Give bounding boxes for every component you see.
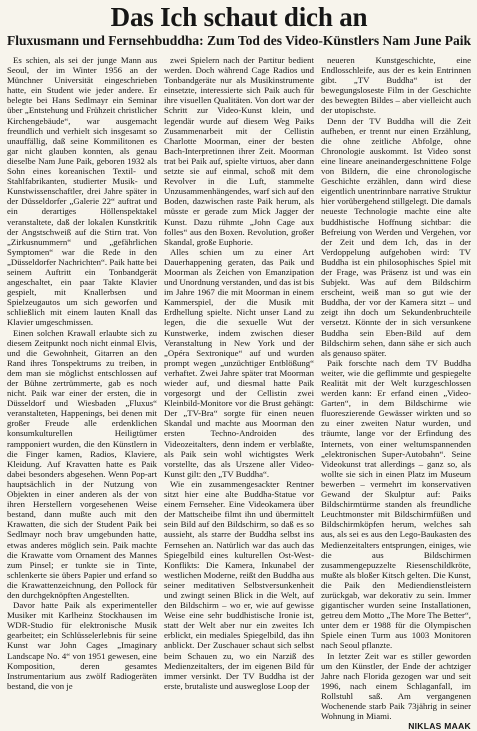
article-paragraph: In letzter Zeit war es stiller geworden um den Künstler, der Ende der achtziger Jahre nach Florida gezogen war und seit 1996, nach einem Schlaganfall, im Rollstuhl saß. Am vergangenen Wochenende starb Paik 73jährig in seiner Wohnung in Miami. [321,650,471,722]
article-column-3 [321,55,471,731]
article-paragraph: Einen solchen Krawall erlaubte sich zu diesem Zeitpunkt noch nicht einmal Elvis, und die Gewohnheit, Gitarren an den Rand ihres Tonspektrums zu treiben, in dem man sie möglichst entschlossen auf der Bühne zertrümmerte, gab es noch nicht. Paik war einer der ersten, die in Düsseldorf und Wiesbaden „Fluxus“ veranstalteten, Happenings, bei denen mit großer Freude alle erdenklichen konsumkulturellen Heiligtümer rampponiert wurden, die den Künstlern in die Finger kamen, Radios, Klaviere, Kleidung. Auf Kravatten hatte es Paik dabei besonders abgesehen. Wenn Pop-art hauptsächlich in der Nutzung von Objekten in einer anderen als der von ihren Herstellern vorgesehenen Weise bestand, dann mußte auch mit den Krawatten, die sich der Student Paik bei Sedlmayr noch brav umgebunden hatte, etwas anderes möglich sein. Paik machte die Krawatte vom Ornament des Mannes zum Pinsel; er tunkte sie in Tinte, schlenkerte sie übers Papier und erfand so die Krawattenzeichnung, den Pollock für den durchgeknöpften Angestellten. [7,327,157,600]
article-paragraph: Davor hatte Paik als experimenteller Musiker mit Karlheinz Stockhausen im WDR-Studio für elektronische Musik gearbeitet; ein Schlüsselerlebnis für seine Kunst war John Cages „Imaginary Landscape No. 4“ von 1951 gewesen, eine Komposition, deren gesamtes Instrumentarium aus zwölf Radiogeräten bestand, die von je [7,600,157,691]
article-paragraph: Denn der TV Buddha will die Zeit aufheben, er trennt nur einen Erzählung, die ohne zeitliche Abfolge, ohne Chronologie auskommt. Ist Video sonst eine lineare aneinandergeschnittene Folge von Bildern, die eine chronologische Geschichte erzählen, dann wird diese eigentlich unentrinnbare narrative Struktur hier vorübergehend stillgelegt. Die damals neueste Technologie machte eine alte buddhistische Hoffnung sichtbar: die Befreiung von Werden und Vergehen, vor der Zeit und dem Ich, das in der Verdoppelung aufgehoben wird: TV Buddha ist ein philosophisches Spiel mit der Frage, was Präsenz ist und was ein Subjekt. Was auf dem Bildschirm erscheint, weiß man so gut wie der Buddha, der vor der Kamera sitzt – und zeigt ihn doch um Sekundenbruchteile versetzt. Könnte der in sich versunkene Buddha sein Eben-Bild auf dem Bildschirm sehen, dann sähe er sich auch als genauso später. [321,115,471,358]
article-column-1 [7,55,157,691]
article-columns [7,55,471,731]
article-paragraph: Es schien, als sei der junge Mann aus Seoul, der im Winter 1956 an der Münchner Universität eingeschrieben hatte, ein Student wie jeder andere. Er belegte bei Hans Sedlmayr ein Seminar über „Entstehung und Frühzeit christlicher Kirchengebäude“, war ausgemacht freundlich und verhielt sich insgesamt so unauffällig, daß seine Kommilitonen es gar nicht glauben konnten, als genau dieselbe Nam June Paik, geboren 1932 als Sohn eines koreanischen Textil- und Stahlfabrikanten, studierter Musik- und Kunstwissenschaftler, drei Jahre später in der Düsseldorfer „Galerie 22“ auftrat und ein derartiges Höllenspektakel veranstaltete, daß der lokalen Kunstkritik der Angstschweiß auf die Stirn trat. Von „Zirkusnummern“ und „gefährlichen Symptomen“ war die Rede in den „Düsseldorfer Nachrichten“. Paik hatte bei seinem Auftritt ein Tonbandgerät angeschaltet, ein paar Takte Klavier gespielt, mit Knallerbsen und Spielzeugautos um sich geworfen und schließlich mit einem lauten Knall das Klavier umgeschmissen. [7,55,157,328]
article-column-2 [164,55,314,691]
article-paragraph: Alles schien um zu einer Art Dauerhappening geraten, das Paik und Moorman als Zeichen von Emanzipation und Unordnung verstanden, und das ist bis im Jahre 1967 die mit Moorman in einem Kammerspiel, der die Musik mit Erdhellung spielte. Nicht unser Land zu legen, die die sexuelle Wut der Kunstwerke, indem zwischen dieser Veranstaltung in New York und der „Opéra Sextronique“ auf und wurden prompt wegen „unzüchtiger Entblößung“ verhaftet. Zwei Jahre später trat Moorman wieder auf, und diesmal hatte Paik vorgesorgt und der Cellistin zwei Kleinbild-Monitore vor die Brust gehängt: Der „TV-Bra“ sorgte für einen neuen Skandal und machte aus Moorman den ersten Techno-Androiden des Videozeitalters, denn indem er verblaßte, als Paik sein wohl wichtigstes Werk vorstellte, das als Urszene aller Video-Kunst gilt: den „TV Buddha“. [164,246,314,479]
article-paragraph: Paik forschte nach dem TV Buddha weiter, wie die geflimmte und gespiegelte Realität mit der Welt kurzgeschlossen werden kann: Er erfand einen „Video-Garten“, in dem Bildschirme wie fluoreszierende Gewässer wirkten und so zu einer zweiten Natur wurden, und träumte, lange vor der Erfindung des Internets, von einer weltumspannenden „elektronischen Super-Autobahn“. Seine Videokunst trat allerdings – ganz so, als wollte sie sich in einen Platz im Museum bewerben – vermehrt im konservativen Gewand der Skulptur auf: Paiks Bildschirmtürme standen als freundliche Leuchtmonster mit Bildschirmfüßen und Bildschirmköpfen herum, welches sah aus, als sei es aus den Lego-Baukasten des Medienzeitalters entsprungen, einiges, wie die aus Bildschirmen zusammengepuzzelte Riesenschildkröte, mußte als bloßer Kitsch gelten. Die Kunst, die Paik den Mediendienstleistern zurückgab, war dekorativ zu sein. Immer gigantischer wurden seine Installationen, getreu dem Motto „The More The Better“, unter dem er 1988 für die Olympischen Spiele einen Turm aus 1003 Monitoren nach Seoul pflanzte. [321,357,471,651]
article-paragraph: Wie ein zusammengesackter Rentner sitzt hier eine alte Buddha-Statue vor einem Fernseher. Eine Videokamera über der Mattscheibe filmt ihn und übermittelt sein Bild auf den Bildschirm, so daß es so aussieht, als starre der Buddha selbst ins Fernsehen an. Natürlich war das auch das Spiegelbild eines kulturellen Ost-West-Konflikts: Die Kamera, Inkunabel der westlichen Moderne, reißt den Buddha aus seiner meditativen Selbstversunkenheit und zwingt seinen Blick in die Welt, auf den Bildschirm – wo er, wie auf gewisse Weise eine sehr buddhistische Ironie ist, statt der Welt aber nur ein zweites Ich erblickt, ein mediales Spiegelbild, das ihn anblickt. Der Zuschauer schaut sich selbst beim Schauen zu, wo ein Narziß des Medienzeitalters, der im eigenen Bild für immer versinkt. Der TV Buddha ist der erste, brutaliste und ausweglose Loop der [164,478,314,691]
article-paragraph: neueren Kunstgeschichte, eine Endlosschleife, aus der es kein Entrinnen gibt. „TV Buddha“ ist der bewegungsloseste Film in der Geschichte des bewegten Bildes – aber vielleicht auch der utopischste. [321,55,471,116]
article-headline: Das Ich schaut dich an [110,2,368,32]
article-subheadline: Fluxusmann und Fernsehbuddha: Zum Tod des Video-Künstlers Nam June Paik [7,33,472,48]
article-paragraph: zwei Spielern nach der Partitur bedient werden. Doch während Cage Radios und Tonbandgeräte nur als Musikinstrumente einsetzte, interessierte sich Paik auch für ihre visuellen Qualitäten. Von dort war der Schritt zur Video-Kunst klein, und legendär wurde auf diesem Weg Paiks Zusammenarbeit mit der Cellistin Charlotte Moorman, einer der besten Bach-Interpretinnen ihrer Zeit. Moorman trat bei Paik auf, spielte virtuos, aber dann setzte sie auf einmal, schoß mit dem Revolver in die Luft, stammelte Unzusammenhängendes, warf sich auf den Boden, dazwischen raste Paik herum, als müsste er gerade zum Mick Jagger der Kunst. Dazu rühmte „John Cage aux folles“ aus den Boxen. Revolution, großer Skandal, große Euphorie. [164,55,314,247]
article-byline: NIKLAS MAAK [408,721,471,731]
